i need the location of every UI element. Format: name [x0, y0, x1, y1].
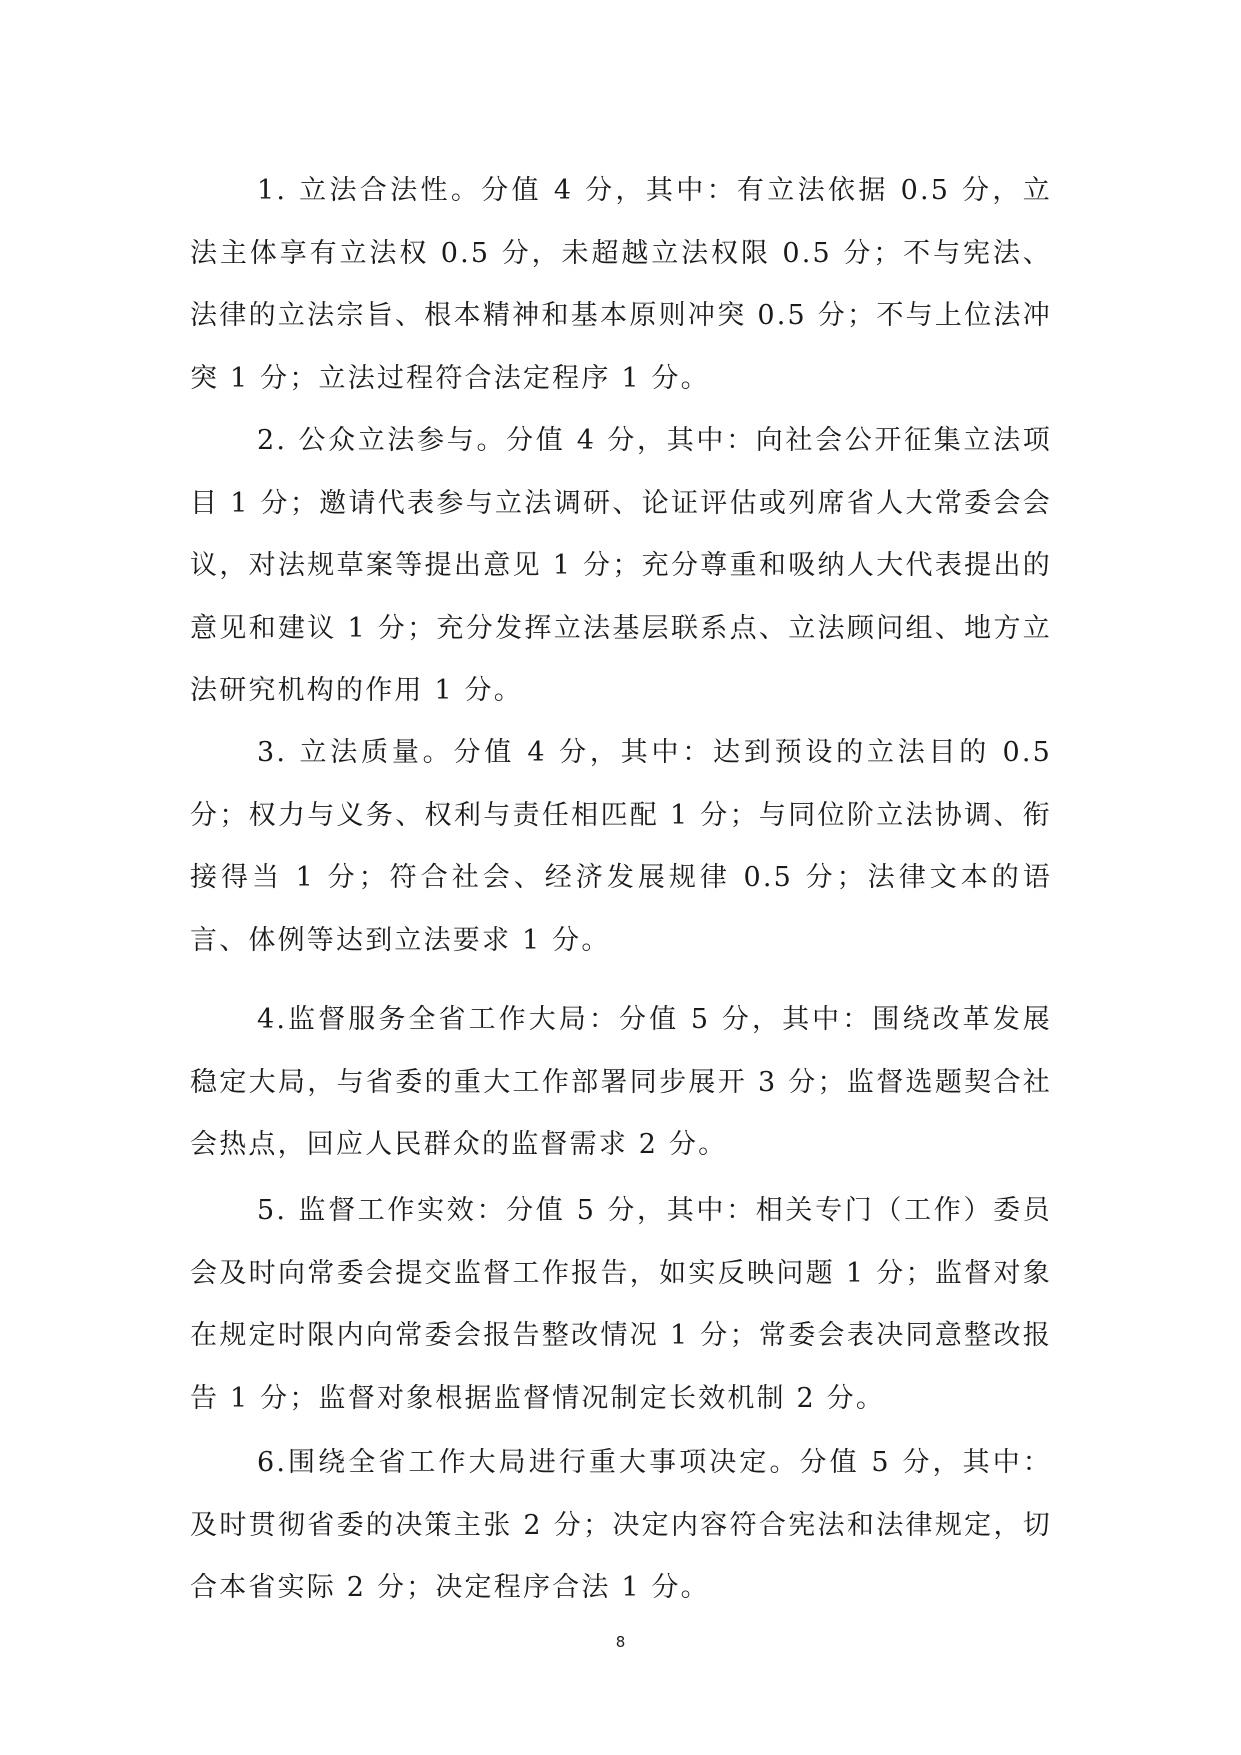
paragraph-major-decisions: 6.围绕全省工作大局进行重大事项决定。分值 5 分，其中：及时贯彻省委的决策主张 2 分；决定内容符合宪法和法律规定，切合本省实际 2 分；决定程序合法 1 分。	[190, 1447, 1052, 1603]
paragraph-supervision-overall: 4.监督服务全省工作大局：分值 5 分，其中：围绕改革发展稳定大局，与省委的重大工作部署同步展开 3 分；监督选题契合社会热点，回应人民群众的监督需求 2 分。	[190, 1004, 1052, 1160]
paragraph-legislative-quality: 3. 立法质量。分值 4 分，其中：达到预设的立法目的 0.5 分；权力与义务、权利与责任相匹配 1 分；与同位阶立法协调、衔接得当 1 分；符合社会、经济发展规律 0.5 分；法律文本的语言、体例等达到立法要求 1 分。	[190, 737, 1052, 956]
paragraph-supervision-effectiveness: 5. 监督工作实效：分值 5 分，其中：相关专门（工作）委员会及时向常委会提交监督工作报告，如实反映问题 1 分；监督对象在规定时限内向常委会报告整改情况 1 分；常委会表决同意整改报告 1 分；监督对象根据监督情况制定长效机制 2 分。	[190, 1195, 1052, 1414]
paragraph-public-participation: 2. 公众立法参与。分值 4 分，其中：向社会公开征集立法项目 1 分；邀请代表参与立法调研、论证评估或列席省人大常委会会议，对法规草案等提出意见 1 分；充分尊重和吸纳人大代表提出的意见和建议 1 分；充分发挥立法基层联系点、立法顾问组、地方立法研究机构的作用 1 分。	[190, 425, 1052, 706]
paragraph-legislative-legality: 1. 立法合法性。分值 4 分，其中：有立法依据 0.5 分，立法主体享有立法权 0.5 分，未超越立法权限 0.5 分；不与宪法、法律的立法宗旨、根本精神和基本原则冲突 0.5 分；不与上位法冲突 1 分；立法过程符合法定程序 1 分。	[190, 175, 1052, 394]
page-number: 8	[615, 1633, 626, 1651]
